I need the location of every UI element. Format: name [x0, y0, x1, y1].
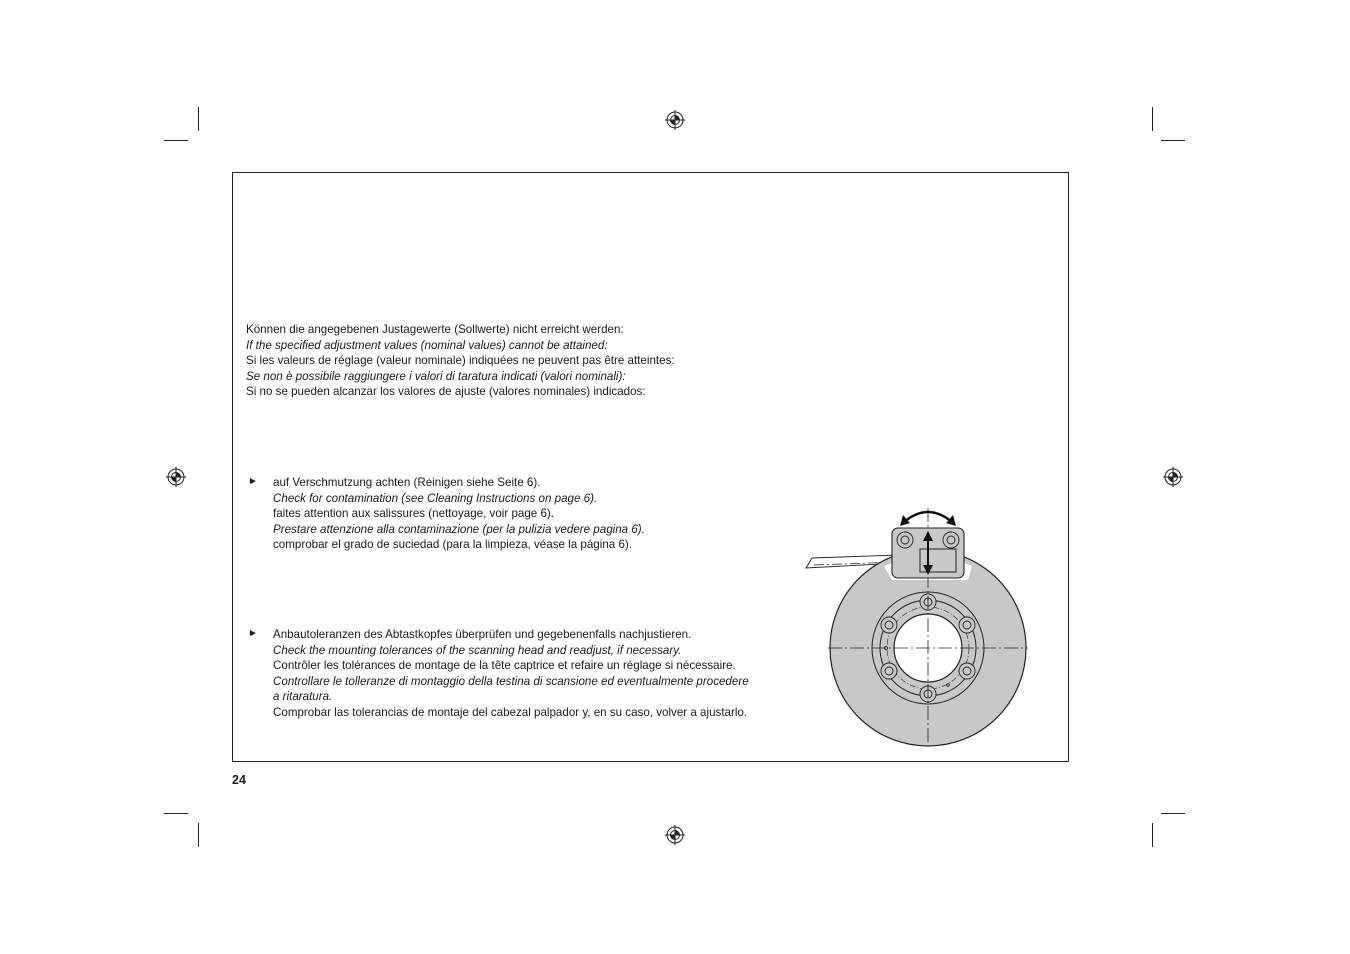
crop-mark	[198, 823, 199, 847]
bullet-1-es: comprobar el grado de suciedad (para la limpieza, véase la página 6).	[273, 538, 632, 551]
crop-mark	[1161, 140, 1185, 141]
registration-mark-icon	[1163, 467, 1183, 487]
bullet-1-it: Prestare attenzione alla contaminazione (per la pulizia vedere pagina 6).	[273, 522, 645, 536]
crop-mark	[164, 140, 188, 141]
crop-mark	[1152, 107, 1153, 131]
bullet-1-fr: faites attention aux salissures (nettoyage, voir page 6).	[273, 507, 554, 520]
crop-mark	[164, 813, 188, 814]
bullet-2-de: Anbautoleranzen des Abtastkopfes überprüfen und gegebenenfalls nachjustieren.	[273, 628, 692, 641]
intro-fr: Si les valeurs de réglage (valeur nominale) indiquées ne peuvent pas être atteintes:	[246, 354, 675, 367]
bullet-1-de: auf Verschmutzung achten (Reinigen siehe Seite 6).	[273, 476, 541, 489]
page-number: 24	[232, 773, 246, 787]
bullet-marker: ►	[248, 628, 258, 639]
bullet-marker: ►	[248, 476, 258, 487]
registration-mark-icon	[166, 467, 186, 487]
scanning-head-illustration	[800, 500, 1040, 750]
bullet-mounting-tolerances	[273, 627, 749, 720]
crop-mark	[198, 107, 199, 131]
registration-mark-icon	[665, 825, 685, 845]
intro-text	[246, 322, 675, 400]
crop-mark	[1161, 813, 1185, 814]
registration-mark-icon	[665, 110, 685, 130]
bullet-contamination	[273, 475, 645, 553]
intro-es: Si no se pueden alcanzar los valores de ajuste (valores nominales) indicados:	[246, 385, 646, 398]
intro-de: Können die angegebenen Justagewerte (Sollwerte) nicht erreicht werden:	[246, 323, 624, 336]
intro-en: If the specified adjustment values (nominal values) cannot be attained:	[246, 338, 608, 352]
bullet-2-es: Comprobar las tolerancias de montaje del cabezal palpador y, en su caso, volver a ajustarlo.	[273, 705, 748, 719]
bullet-2-it-2: a ritaratura.	[273, 690, 333, 703]
bullet-1-en: Check for contamination (see Cleaning Instructions on page 6).	[273, 491, 598, 505]
crop-mark	[1152, 823, 1153, 847]
intro-it: Se non è possibile raggiungere i valori di taratura indicati (valori nominali):	[246, 369, 626, 383]
bullet-2-fr: Contrôler les tolérances de montage de la tête captrice et refaire un réglage si nécessaire.	[273, 659, 736, 672]
bullet-2-it-1: Controllare le tolleranze di montaggio della testina di scansione ed eventualmente procedere	[273, 674, 749, 688]
bullet-2-en: Check the mounting tolerances of the scanning head and readjust, if necessary.	[273, 643, 682, 657]
